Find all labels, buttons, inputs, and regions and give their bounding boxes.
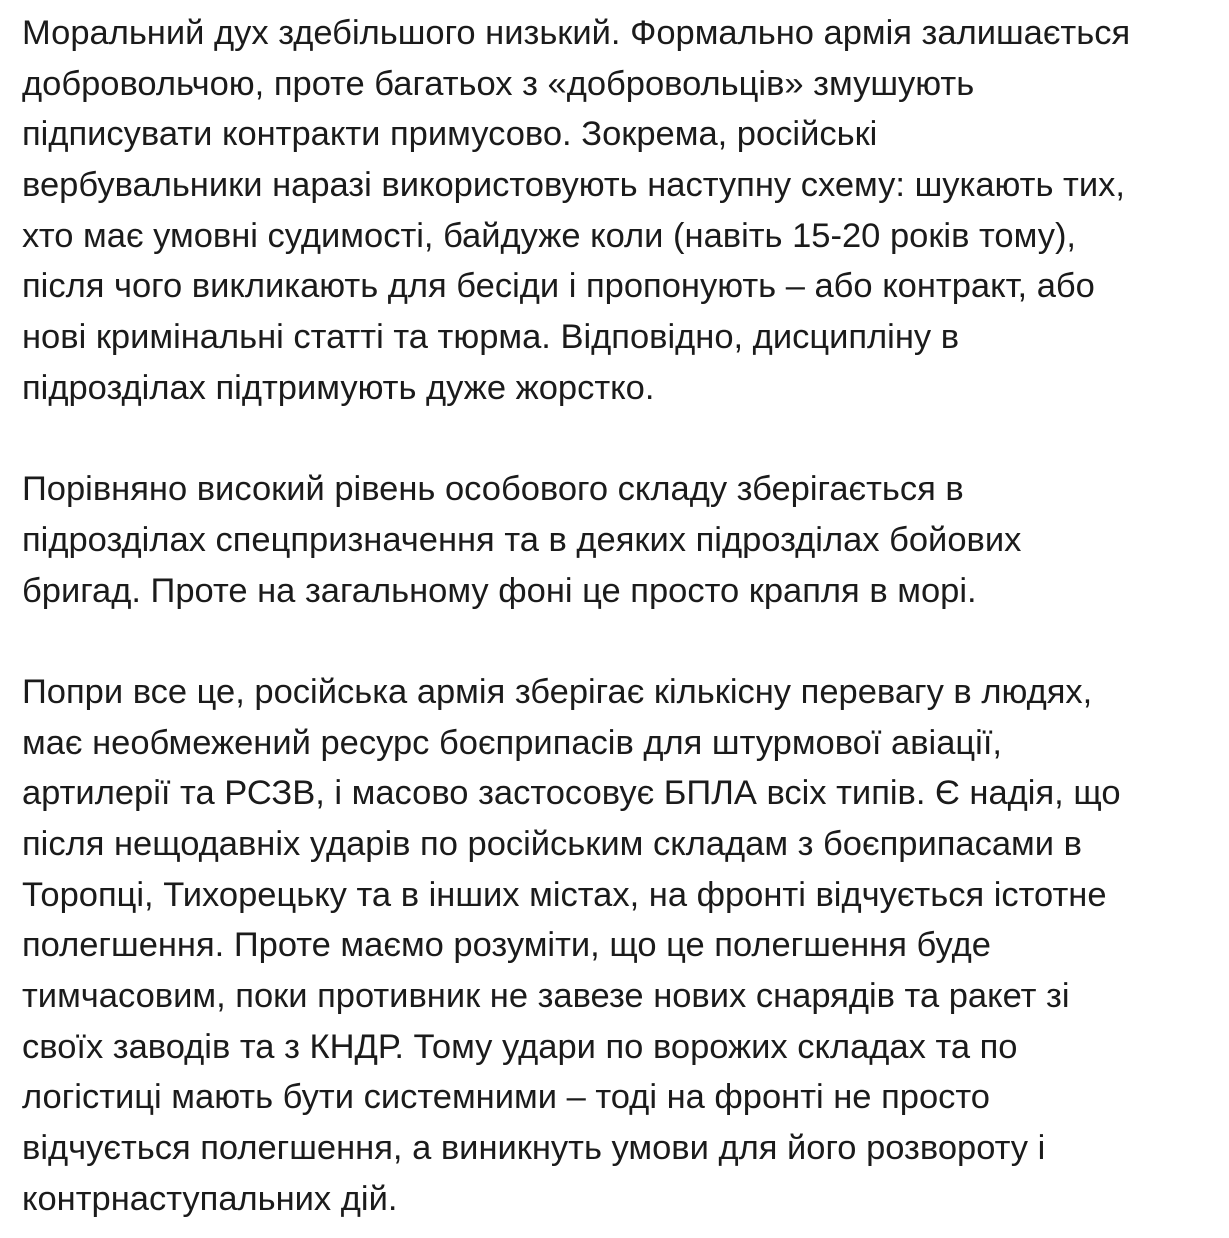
text-line: Торопці, Тихорецьку та в інших містах, на фронті відчується істотне xyxy=(22,875,1107,914)
text-line: Попри все це, російська армія зберігає кількісну перевагу в людях, xyxy=(22,672,1093,711)
paragraph-advantage xyxy=(22,667,1229,1225)
text-line: відчується полегшення, а виникнуть умови для його розвороту і xyxy=(22,1129,1046,1168)
text-line: логістиці мають бути системними – тоді на фронті не просто xyxy=(22,1078,990,1117)
paragraph-morale xyxy=(22,8,1229,414)
text-line: тимчасовим, поки противник не завезе нових снарядів та ракет зі xyxy=(22,977,1070,1016)
text-line: після чого викликають для бесіди і пропонують – або контракт, або xyxy=(22,267,1095,306)
text-line: хто має умовні судимості, байдуже коли (навіть 15-20 років тому), xyxy=(22,216,1077,255)
text-line: полегшення. Проте маємо розуміти, що це полегшення буде xyxy=(22,926,991,965)
text-line: нові кримінальні статті та тюрма. Відповідно, дисципліну в xyxy=(22,318,960,357)
text-line: контрнаступальних дій. xyxy=(22,1179,398,1218)
paragraph-spacer xyxy=(22,414,1229,465)
text-line: Моральний дух здебільшого низький. Формально армія залишається xyxy=(22,14,1131,52)
text-line: підписувати контракти примусово. Зокрема, російські xyxy=(22,115,878,154)
text-line: має необмежений ресурс боєприпасів для штурмової авіації, xyxy=(22,723,1002,762)
text-line: своїх заводів та з КНДР. Тому удари по ворожих складах та по xyxy=(22,1027,1018,1066)
text-line: бригад. Проте на загальному фоні це просто крапля в морі. xyxy=(22,571,977,610)
text-line: після нещодавніх ударів по російським складам з боєприпасами в xyxy=(22,825,1082,863)
text-line: добровольчою, проте багатьох з «добровольців» змушують xyxy=(22,64,975,103)
text-line: підрозділах спецпризначення та в деяких підрозділах бойових xyxy=(22,520,1022,559)
paragraph-spacer xyxy=(22,616,1229,667)
text-line: вербувальники наразі використовують наступну схему: шукають тих, xyxy=(22,166,1125,205)
post-text xyxy=(22,8,1229,1225)
paragraph-special-forces xyxy=(22,464,1229,616)
text-line: артилерії та РСЗВ, і масово застосовує БПЛА всіх типів. Є надія, що xyxy=(22,774,1121,813)
text-line: Порівняно високий рівень особового складу зберігається в xyxy=(22,470,964,509)
text-line: підрозділах підтримують дуже жорстко. xyxy=(22,368,655,407)
